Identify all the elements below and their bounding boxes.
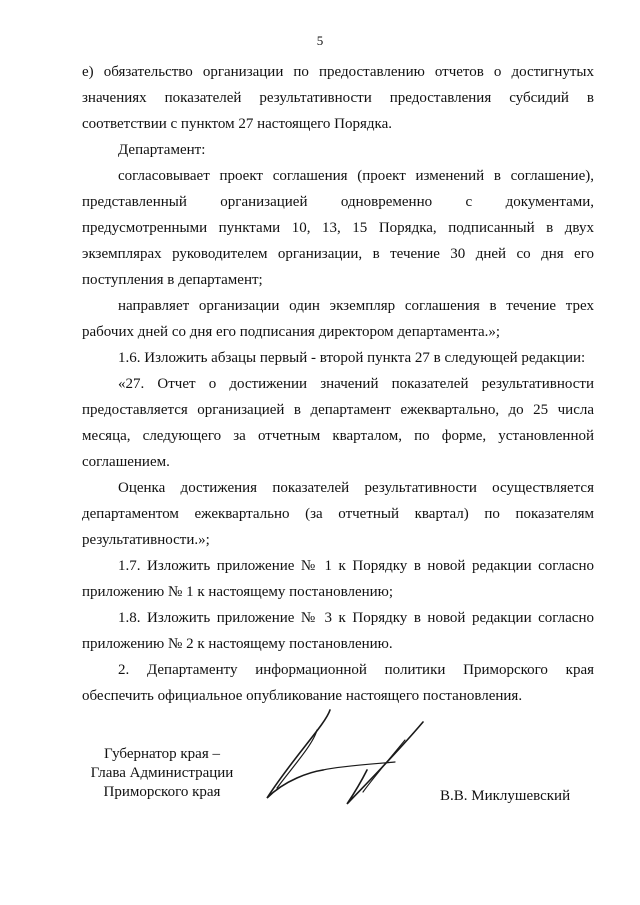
paragraph-agreement-copy: направляет организации один экземпляр соглашения в течение трех рабочих дней со дня его подписания директором департамента.»; [82, 298, 594, 340]
paragraph-obligation-reports: е) обязательство организации по предоставлению отчетов о достигнутых значениях показателей результативности предоставления субсидий в соответствии с пунктом 27 настоящего Порядка. [82, 64, 594, 132]
signatory-title-line: Приморского края [103, 784, 221, 800]
signatory-title-line: Глава Администрации [90, 765, 234, 781]
document-body [82, 59, 594, 709]
paragraph-item-1-6: 1.6. Изложить абзацы первый - второй пункта 27 в следующей редакции: [118, 350, 586, 366]
signatory-name: В.В. Миклушевский [440, 788, 571, 804]
paragraph-department-heading: Департамент: [118, 142, 206, 158]
paragraph-agreement-approval: согласовывает проект соглашения (проект изменений в соглашение), представленный организацией одновременно с документами, предусмотренными пунктами 10, 13, 15 Порядка, подписанный в двух экземплярах руководителем организации, в течение 30 дней со дня его поступления в департамент; [82, 168, 594, 288]
paragraph-item-27-report: «27. Отчет о достижении значений показателей результативности предоставляется организацией в департамент ежеквартально, до 25 числа месяца, следующего за отчетным кварталом, по форме, установленной соглашением. [82, 376, 594, 470]
signatory-title [82, 745, 242, 802]
paragraph-item-1-8: 1.8. Изложить приложение № 3 к Порядку в новой редакции согласно приложению № 2 к настоящему постановлению. [82, 610, 594, 652]
page-number: 5 [316, 33, 324, 48]
handwritten-signature [255, 700, 445, 810]
paragraph-performance-evaluation: Оценка достижения показателей результативности осуществляется департаментом ежеквартально (за отчетный квартал) по показателям результативности.»; [82, 480, 594, 548]
paragraph-item-1-7: 1.7. Изложить приложение № 1 к Порядку в новой редакции согласно приложению № 1 к настоящему постановлению; [82, 558, 594, 600]
paragraph-item-2-publication: 2. Департаменту информационной политики Приморского края обеспечить официальное опубликование настоящего постановления. [82, 662, 594, 704]
signatory-title-line: Губернатор края – [104, 746, 220, 762]
